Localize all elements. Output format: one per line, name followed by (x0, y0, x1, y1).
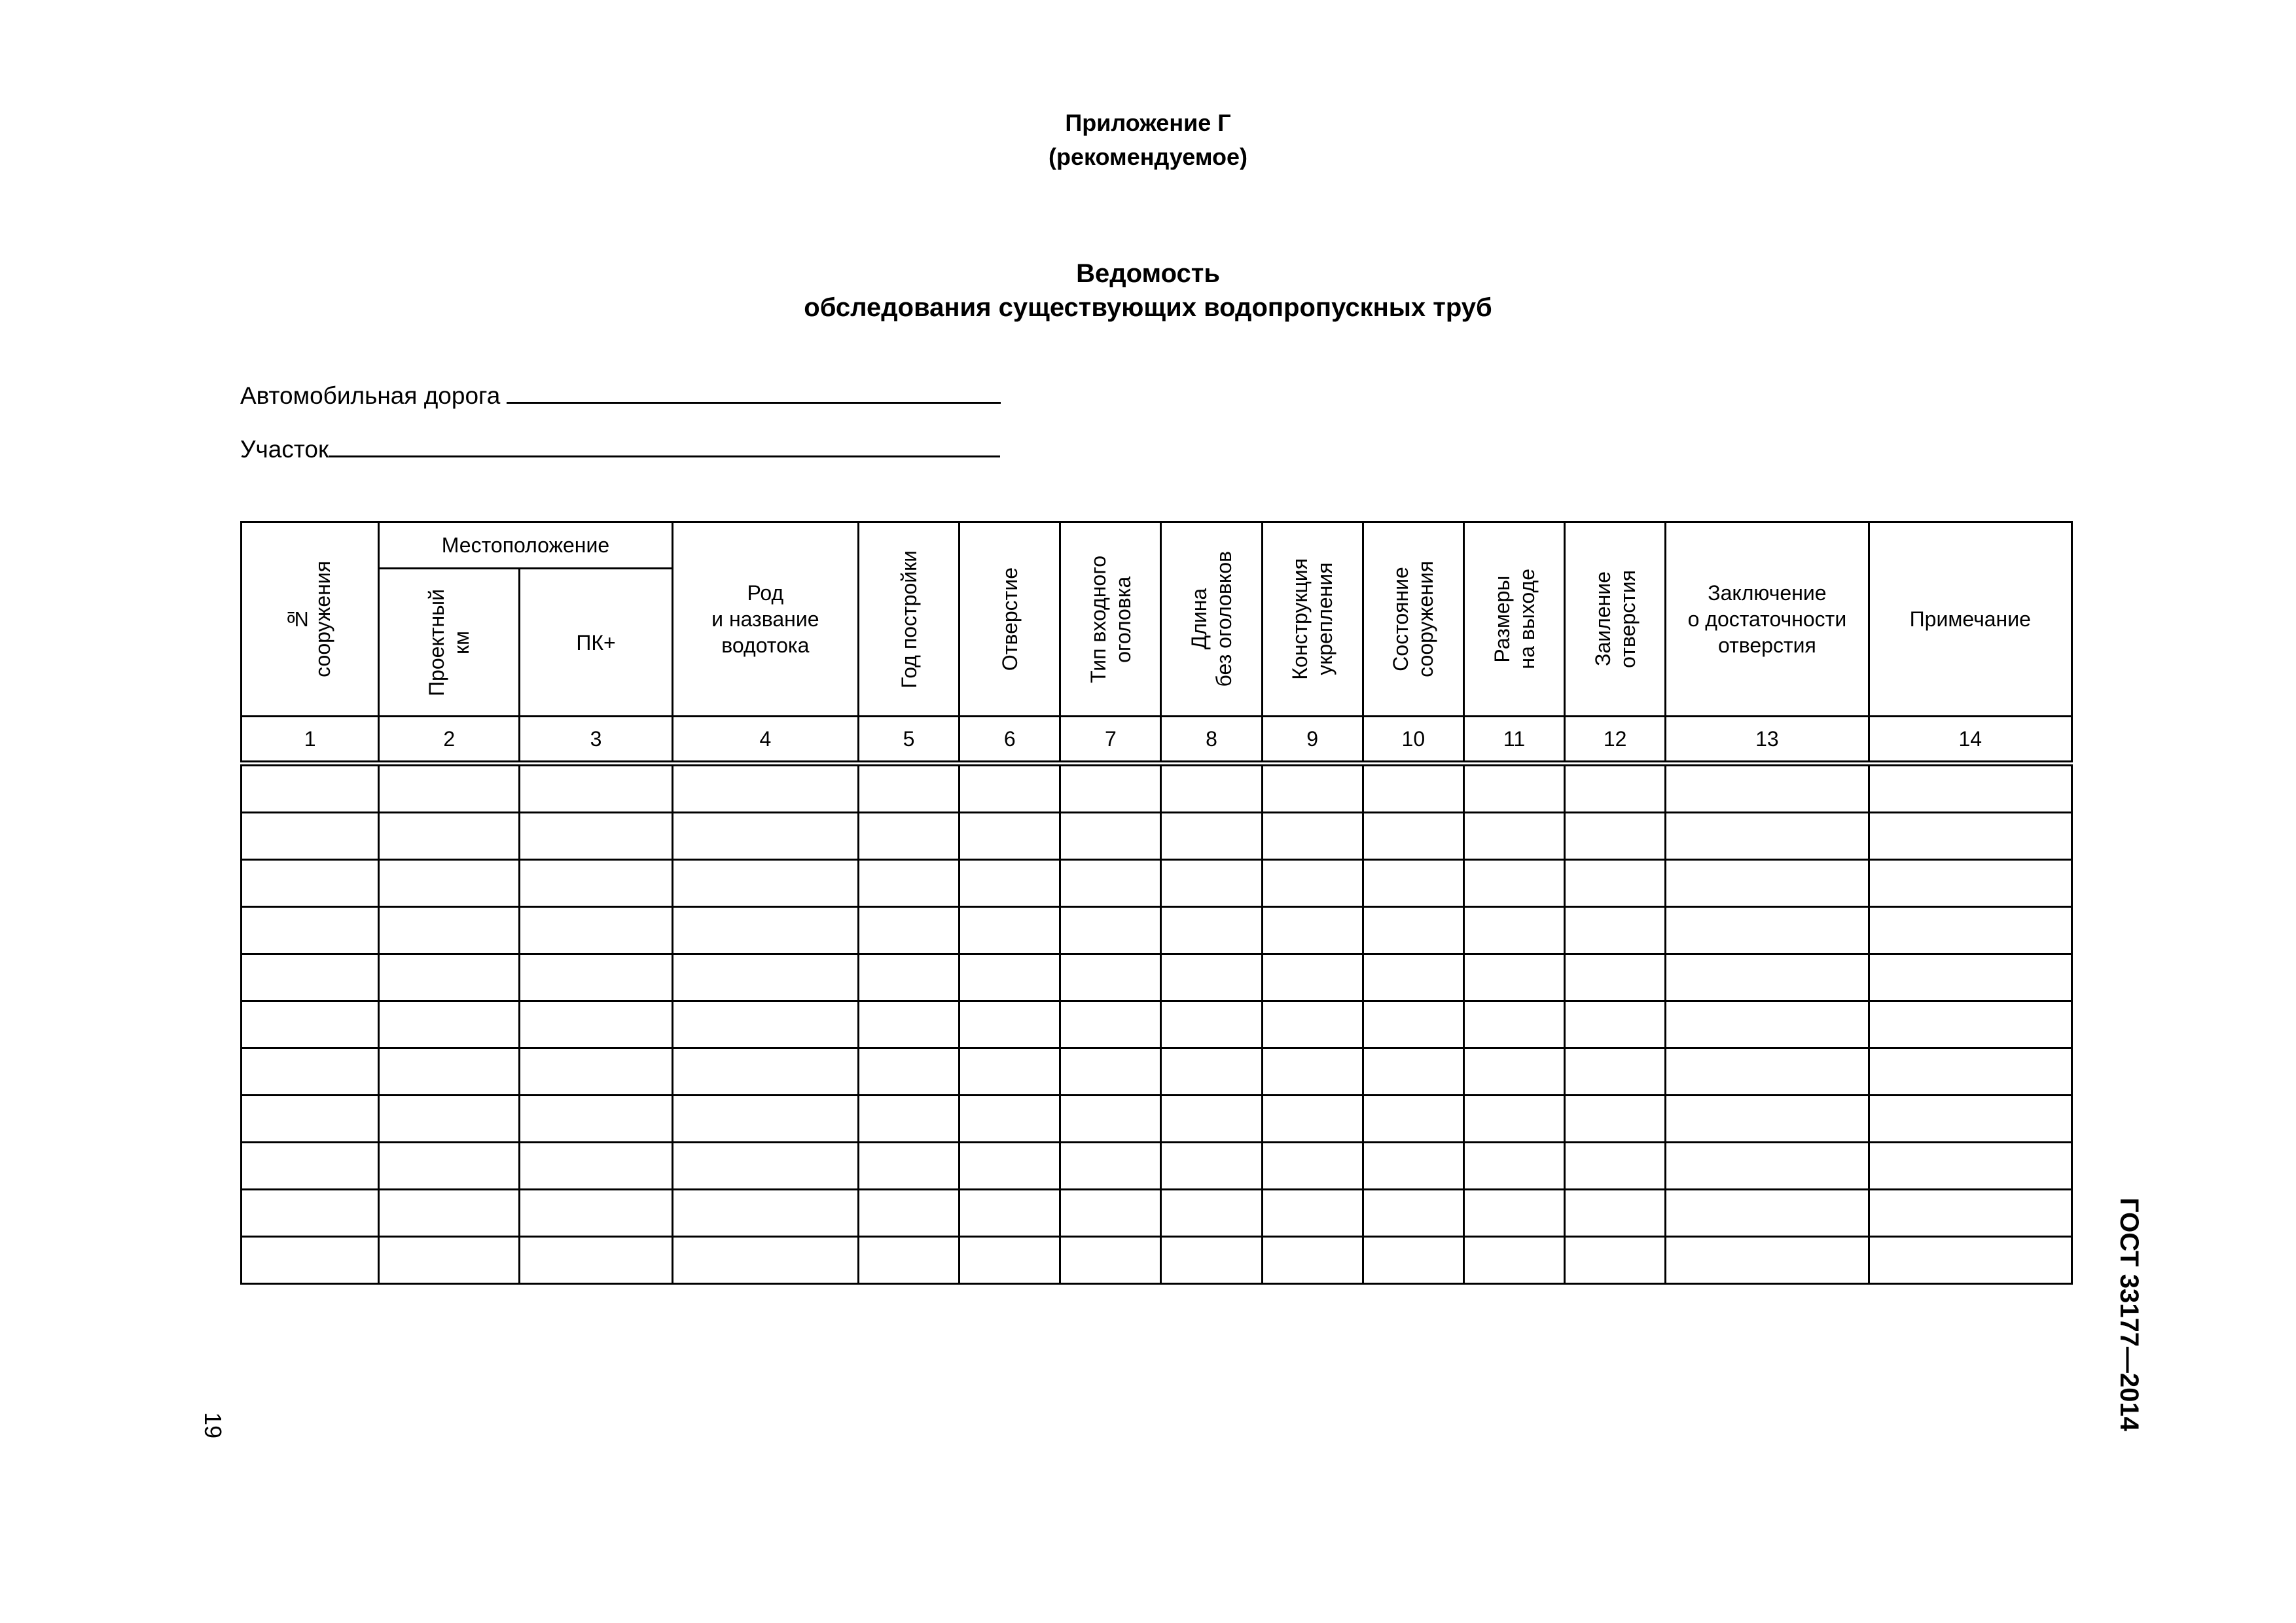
table-cell[interactable] (1869, 1143, 2072, 1190)
table-cell[interactable] (1565, 813, 1666, 860)
table-cell[interactable] (242, 1096, 379, 1143)
table-cell[interactable] (1565, 1190, 1666, 1237)
table-cell[interactable] (1565, 1096, 1666, 1143)
table-row (242, 1001, 2072, 1048)
table-cell[interactable] (520, 813, 672, 860)
column-number: 11 (1463, 717, 1564, 764)
road-input-line[interactable] (507, 382, 1001, 404)
table-cell[interactable] (1262, 1143, 1363, 1190)
table-cell[interactable] (379, 764, 520, 813)
table-cell[interactable] (1262, 1001, 1363, 1048)
table-cell[interactable] (1463, 1190, 1564, 1237)
table-cell[interactable] (858, 1001, 959, 1048)
col-header-structure-no: № сооружения (242, 522, 379, 717)
table-cell[interactable] (1363, 813, 1463, 860)
column-number: 13 (1666, 717, 1869, 764)
table-cell[interactable] (242, 1001, 379, 1048)
table-cell[interactable] (520, 860, 672, 907)
col-header-opening: Отверстие (960, 522, 1060, 717)
table-cell[interactable] (242, 1190, 379, 1237)
col-header-year-built: Год постройки (858, 522, 959, 717)
column-number: 4 (672, 717, 858, 764)
table-cell[interactable] (242, 764, 379, 813)
table-cell[interactable] (1666, 1143, 1869, 1190)
table-cell[interactable] (1869, 954, 2072, 1001)
table-row (242, 764, 2072, 813)
section-input-line[interactable] (329, 436, 1000, 457)
table-cell[interactable] (1565, 1143, 1666, 1190)
table-cell[interactable] (672, 860, 858, 907)
col-group-location: Местоположение (379, 522, 672, 569)
table-cell[interactable] (379, 907, 520, 954)
table-cell[interactable] (1161, 1190, 1262, 1237)
table-cell[interactable] (1060, 1190, 1161, 1237)
table-cell[interactable] (672, 1048, 858, 1096)
table-cell[interactable] (1161, 907, 1262, 954)
table-cell[interactable] (520, 1001, 672, 1048)
col-header-reinforcement: Конструкция укрепления (1262, 522, 1363, 717)
section-label: Участок (240, 436, 329, 463)
table-cell[interactable] (858, 1190, 959, 1237)
table-cell[interactable] (1363, 907, 1463, 954)
table-cell[interactable] (1463, 1001, 1564, 1048)
table-cell[interactable] (1869, 1001, 2072, 1048)
table-cell[interactable] (1060, 764, 1161, 813)
table-cell[interactable] (960, 764, 1060, 813)
table-cell[interactable] (1262, 860, 1363, 907)
table-row (242, 1096, 2072, 1143)
table-cell[interactable] (1161, 860, 1262, 907)
table-cell[interactable] (520, 1237, 672, 1284)
road-label: Автомобильная дорога (240, 382, 501, 409)
table-cell[interactable] (379, 1237, 520, 1284)
table-cell[interactable] (672, 813, 858, 860)
column-number: 9 (1262, 717, 1363, 764)
table-cell[interactable] (1666, 1048, 1869, 1096)
table-cell[interactable] (1161, 1237, 1262, 1284)
culvert-survey-table (240, 521, 2073, 1285)
table-cell[interactable] (379, 1048, 520, 1096)
table-cell[interactable] (1262, 907, 1363, 954)
table-cell[interactable] (1363, 1237, 1463, 1284)
table-cell[interactable] (672, 1237, 858, 1284)
table-cell[interactable] (1463, 813, 1564, 860)
table-cell[interactable] (242, 954, 379, 1001)
table-cell[interactable] (520, 1190, 672, 1237)
table-cell[interactable] (858, 1048, 959, 1096)
section-field (240, 436, 1000, 463)
table-body (242, 764, 2072, 1284)
col-header-inlet-type: Тип входного оголовка (1060, 522, 1161, 717)
table-cell[interactable] (672, 764, 858, 813)
table-cell[interactable] (1363, 1096, 1463, 1143)
title-sub: обследования существующих водопропускных труб (804, 293, 1492, 322)
table-cell[interactable] (1262, 1096, 1363, 1143)
table-cell[interactable] (1869, 1237, 2072, 1284)
table-cell[interactable] (242, 1237, 379, 1284)
table-cell[interactable] (1666, 764, 1869, 813)
table-row (242, 813, 2072, 860)
table-cell[interactable] (1666, 907, 1869, 954)
table-cell[interactable] (960, 907, 1060, 954)
table-cell[interactable] (1262, 764, 1363, 813)
appendix-type: (рекомендуемое) (1049, 143, 1247, 170)
table-cell[interactable] (960, 1190, 1060, 1237)
table-cell[interactable] (242, 1143, 379, 1190)
table-cell[interactable] (520, 907, 672, 954)
title-main: Ведомость (1076, 259, 1220, 288)
table-cell[interactable] (520, 1143, 672, 1190)
table-cell[interactable] (1060, 954, 1161, 1001)
table-row (242, 1190, 2072, 1237)
table-cell[interactable] (1463, 764, 1564, 813)
table-cell[interactable] (1262, 1237, 1363, 1284)
table-cell[interactable] (858, 1143, 959, 1190)
table-cell[interactable] (1363, 1190, 1463, 1237)
column-number: 1 (242, 717, 379, 764)
table-cell[interactable] (1666, 1096, 1869, 1143)
table-cell[interactable] (672, 1143, 858, 1190)
table-row (242, 954, 2072, 1001)
table-cell[interactable] (242, 813, 379, 860)
table-cell[interactable] (858, 1237, 959, 1284)
table-cell[interactable] (1161, 1143, 1262, 1190)
table-cell[interactable] (1869, 907, 2072, 954)
table-cell[interactable] (379, 860, 520, 907)
appendix-label: Приложение Г (1065, 109, 1231, 136)
table-cell[interactable] (960, 860, 1060, 907)
table-cell[interactable] (858, 907, 959, 954)
table-row (242, 1237, 2072, 1284)
table-cell[interactable] (1363, 1001, 1463, 1048)
table-cell[interactable] (1363, 1048, 1463, 1096)
table-cell[interactable] (242, 1048, 379, 1096)
table-cell[interactable] (1869, 1096, 2072, 1143)
col-header-note: Примечание (1869, 522, 2072, 717)
table-cell[interactable] (858, 954, 959, 1001)
table-cell[interactable] (858, 860, 959, 907)
table-cell[interactable] (1463, 1143, 1564, 1190)
table-cell[interactable] (1666, 954, 1869, 1001)
table-row (242, 1143, 2072, 1190)
table-cell[interactable] (1060, 1001, 1161, 1048)
table-cell[interactable] (1666, 1001, 1869, 1048)
table-cell[interactable] (960, 1143, 1060, 1190)
column-number: 3 (520, 717, 672, 764)
col-header-watercourse: Род и название водотока (672, 522, 858, 717)
table-cell[interactable] (379, 813, 520, 860)
table-cell[interactable] (672, 954, 858, 1001)
table-cell[interactable] (960, 1048, 1060, 1096)
col-header-pk: ПК+ (520, 569, 672, 717)
table-cell[interactable] (1463, 1048, 1564, 1096)
table-cell[interactable] (1363, 1143, 1463, 1190)
table-cell[interactable] (520, 1048, 672, 1096)
table-cell[interactable] (520, 954, 672, 1001)
table-cell[interactable] (960, 1096, 1060, 1143)
table-cell[interactable] (672, 1190, 858, 1237)
table-cell[interactable] (1161, 764, 1262, 813)
table-row (242, 907, 2072, 954)
table-cell[interactable] (1060, 907, 1161, 954)
table-cell[interactable] (672, 907, 858, 954)
table-cell[interactable] (379, 1190, 520, 1237)
table-cell[interactable] (960, 954, 1060, 1001)
col-header-conclusion: Заключение о достаточности отверстия (1666, 522, 1869, 717)
table-cell[interactable] (1060, 813, 1161, 860)
table-cell[interactable] (1869, 860, 2072, 907)
table-row (242, 1048, 2072, 1096)
table-cell[interactable] (379, 1096, 520, 1143)
table-cell[interactable] (960, 1237, 1060, 1284)
table-cell[interactable] (1869, 813, 2072, 860)
table-cell[interactable] (858, 813, 959, 860)
col-header-condition: Состояние сооружения (1363, 522, 1463, 717)
table-cell[interactable] (1463, 1237, 1564, 1284)
table-cell[interactable] (1565, 764, 1666, 813)
column-number: 14 (1869, 717, 2072, 764)
table-cell[interactable] (858, 1096, 959, 1143)
table-cell[interactable] (1869, 1048, 2072, 1096)
table-cell[interactable] (1666, 860, 1869, 907)
table-cell[interactable] (1060, 1237, 1161, 1284)
table-cell[interactable] (1262, 1048, 1363, 1096)
table-cell[interactable] (1363, 860, 1463, 907)
table-cell[interactable] (672, 1001, 858, 1048)
table-cell[interactable] (1161, 1096, 1262, 1143)
table-cell[interactable] (1161, 954, 1262, 1001)
table-cell[interactable] (242, 860, 379, 907)
table-cell[interactable] (1869, 764, 2072, 813)
table-cell[interactable] (1666, 1190, 1869, 1237)
table-cell[interactable] (1060, 1048, 1161, 1096)
column-number: 12 (1565, 717, 1666, 764)
col-header-design-km: Проектный км (379, 569, 520, 717)
document-title (0, 257, 2296, 325)
table-cell[interactable] (960, 1001, 1060, 1048)
table-cell[interactable] (1565, 1237, 1666, 1284)
table-cell[interactable] (1463, 907, 1564, 954)
table-cell[interactable] (1565, 1048, 1666, 1096)
col-header-length: Длина без оголовков (1161, 522, 1262, 717)
table-cell[interactable] (672, 1096, 858, 1143)
table-row (242, 860, 2072, 907)
table-cell[interactable] (1363, 764, 1463, 813)
table-cell[interactable] (960, 813, 1060, 860)
table-cell[interactable] (1565, 860, 1666, 907)
table-cell[interactable] (379, 1001, 520, 1048)
table-cell[interactable] (1060, 1096, 1161, 1143)
column-number-row (242, 717, 2072, 764)
column-number: 6 (960, 717, 1060, 764)
table-cell[interactable] (1262, 1190, 1363, 1237)
table-cell[interactable] (379, 1143, 520, 1190)
column-number: 8 (1161, 717, 1262, 764)
appendix-heading (0, 106, 2296, 174)
table-cell[interactable] (1463, 1096, 1564, 1143)
table-cell[interactable] (1463, 860, 1564, 907)
column-number: 10 (1363, 717, 1463, 764)
table-cell[interactable] (1666, 813, 1869, 860)
table-cell[interactable] (1161, 1001, 1262, 1048)
table-cell[interactable] (1060, 1143, 1161, 1190)
table-cell[interactable] (242, 907, 379, 954)
table-cell[interactable] (379, 954, 520, 1001)
table-cell[interactable] (1363, 954, 1463, 1001)
table-cell[interactable] (1565, 954, 1666, 1001)
table-cell[interactable] (1565, 907, 1666, 954)
col-header-silting: Заиление отверстия (1565, 522, 1666, 717)
table-cell[interactable] (1565, 1001, 1666, 1048)
table-cell[interactable] (1060, 860, 1161, 907)
column-number: 7 (1060, 717, 1161, 764)
column-number: 5 (858, 717, 959, 764)
standard-code: ГОСТ 33177—2014 (2115, 1197, 2144, 1431)
column-number: 2 (379, 717, 520, 764)
page-number: 19 (200, 1412, 226, 1439)
table-cell[interactable] (520, 1096, 672, 1143)
table-cell[interactable] (1463, 954, 1564, 1001)
table-cell[interactable] (1262, 813, 1363, 860)
table-cell[interactable] (1869, 1190, 2072, 1237)
table-cell[interactable] (1161, 1048, 1262, 1096)
road-field (240, 382, 1001, 410)
table-cell[interactable] (1262, 954, 1363, 1001)
table-cell[interactable] (858, 764, 959, 813)
table-cell[interactable] (520, 764, 672, 813)
col-header-outlet-size: Размеры на выходе (1463, 522, 1564, 717)
table-cell[interactable] (1161, 813, 1262, 860)
table-cell[interactable] (1666, 1237, 1869, 1284)
